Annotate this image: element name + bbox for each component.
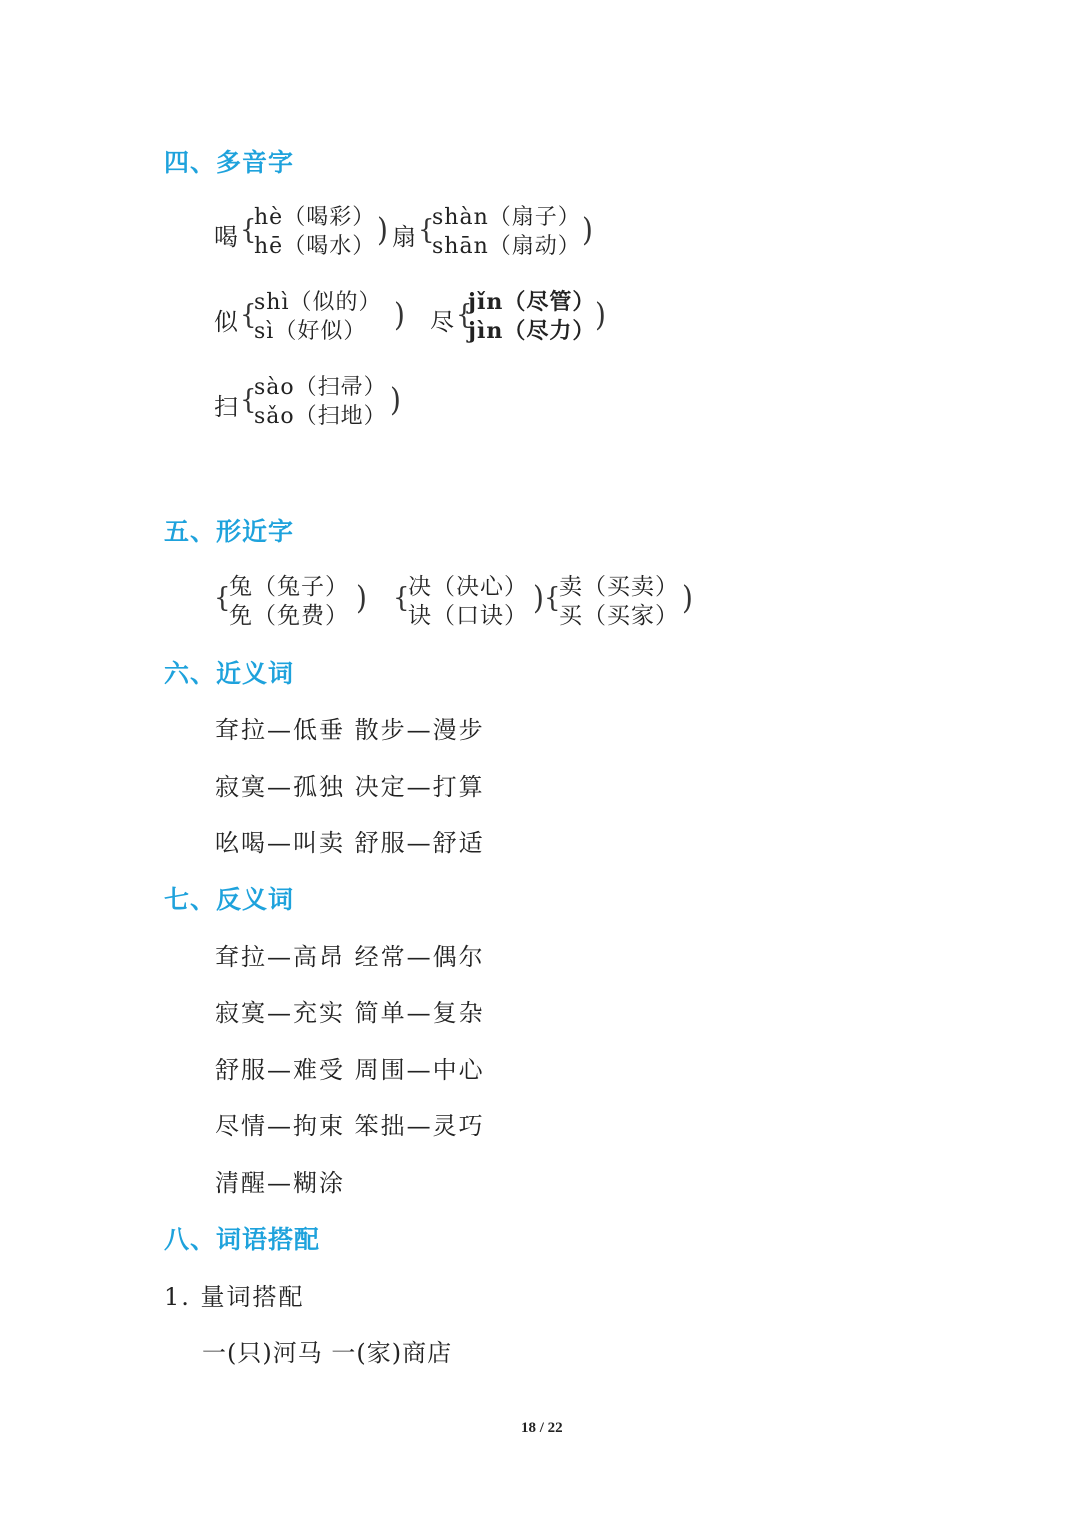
antonym-line: 舒服—难受 周围—中心 [215, 1056, 485, 1084]
pair-line-1: 兔（兔子） [229, 574, 349, 600]
left-brace: { [214, 582, 231, 614]
similar-char-group [544, 568, 704, 632]
left-brace: { [456, 299, 473, 331]
similar-char-group [214, 568, 374, 632]
reading-2: sǎo（扫地） [254, 404, 387, 429]
antonym-line: 寂寞—充实 简单—复杂 [215, 999, 485, 1027]
polyphone-char: 似 [214, 308, 238, 336]
reading-1: jǐn（尽管） [468, 289, 596, 315]
measure-word-line: 一(只)河马 一(家)商店 [202, 1339, 453, 1367]
pair-line-2: 免（免费） [229, 603, 349, 629]
polyphone-group [392, 200, 602, 264]
similar-char-group [393, 568, 553, 632]
left-brace: { [240, 299, 257, 331]
antonym-line: 耷拉—高昂 经常—偶尔 [215, 943, 485, 971]
reading-1: shì（似的） [254, 290, 382, 315]
right-paren-bracket: ) [377, 210, 388, 249]
polyphone-char: 扇 [392, 223, 416, 251]
pair-line-2: 诀（口诀） [408, 603, 528, 629]
polyphone-char: 尽 [430, 308, 454, 336]
polyphone-group [214, 200, 404, 264]
section-heading-collocations: 八、词语搭配 [164, 1225, 321, 1254]
reading-2: hē（喝水） [254, 234, 376, 259]
antonym-line: 清醒—糊涂 [215, 1169, 345, 1197]
right-paren-bracket: ) [582, 210, 593, 249]
section-heading-polyphones: 四、多音字 [164, 148, 295, 177]
subsection-title: 1. 量词搭配 [164, 1283, 305, 1311]
synonym-line: 寂寞—孤独 决定—打算 [215, 773, 485, 801]
pair-line-2: 买（买家） [559, 603, 679, 629]
right-paren-bracket: ) [356, 578, 367, 617]
polyphone-group [214, 370, 414, 434]
section-heading-antonyms: 七、反义词 [164, 885, 295, 914]
left-brace: { [240, 384, 257, 416]
reading-2: shān（扇动） [432, 234, 581, 259]
polyphone-group [214, 285, 414, 349]
right-paren-bracket: ) [390, 380, 401, 419]
reading-2: jìn（尽力） [468, 318, 596, 344]
synonym-line: 耷拉—低垂 散步—漫步 [215, 716, 485, 744]
antonym-line: 尽情—拘束 笨拙—灵巧 [215, 1112, 485, 1140]
right-paren-bracket: ) [595, 295, 606, 334]
polyphone-char: 喝 [214, 223, 238, 251]
reading-2: sì（好似） [254, 319, 367, 344]
synonym-line: 吆喝—叫卖 舒服—舒适 [215, 829, 485, 857]
left-brace: { [240, 214, 257, 246]
pair-line-1: 卖（买卖） [559, 574, 679, 600]
section-heading-synonyms: 六、近义词 [164, 659, 295, 688]
left-brace: { [393, 582, 410, 614]
polyphone-group [430, 285, 630, 349]
reading-1: shàn（扇子） [432, 205, 581, 230]
page-number: 18 / 22 [521, 1420, 563, 1436]
reading-1: hè（喝彩） [254, 205, 376, 230]
reading-1: sào（扫帚） [254, 375, 387, 400]
right-paren-bracket: ) [533, 578, 544, 617]
left-brace: { [418, 214, 435, 246]
right-paren-bracket: ) [682, 578, 693, 617]
right-paren-bracket: ) [394, 295, 405, 334]
section-heading-similar-chars: 五、形近字 [164, 517, 295, 546]
left-brace: { [544, 582, 561, 614]
polyphone-char: 扫 [214, 393, 238, 421]
pair-line-1: 决（决心） [408, 574, 528, 600]
